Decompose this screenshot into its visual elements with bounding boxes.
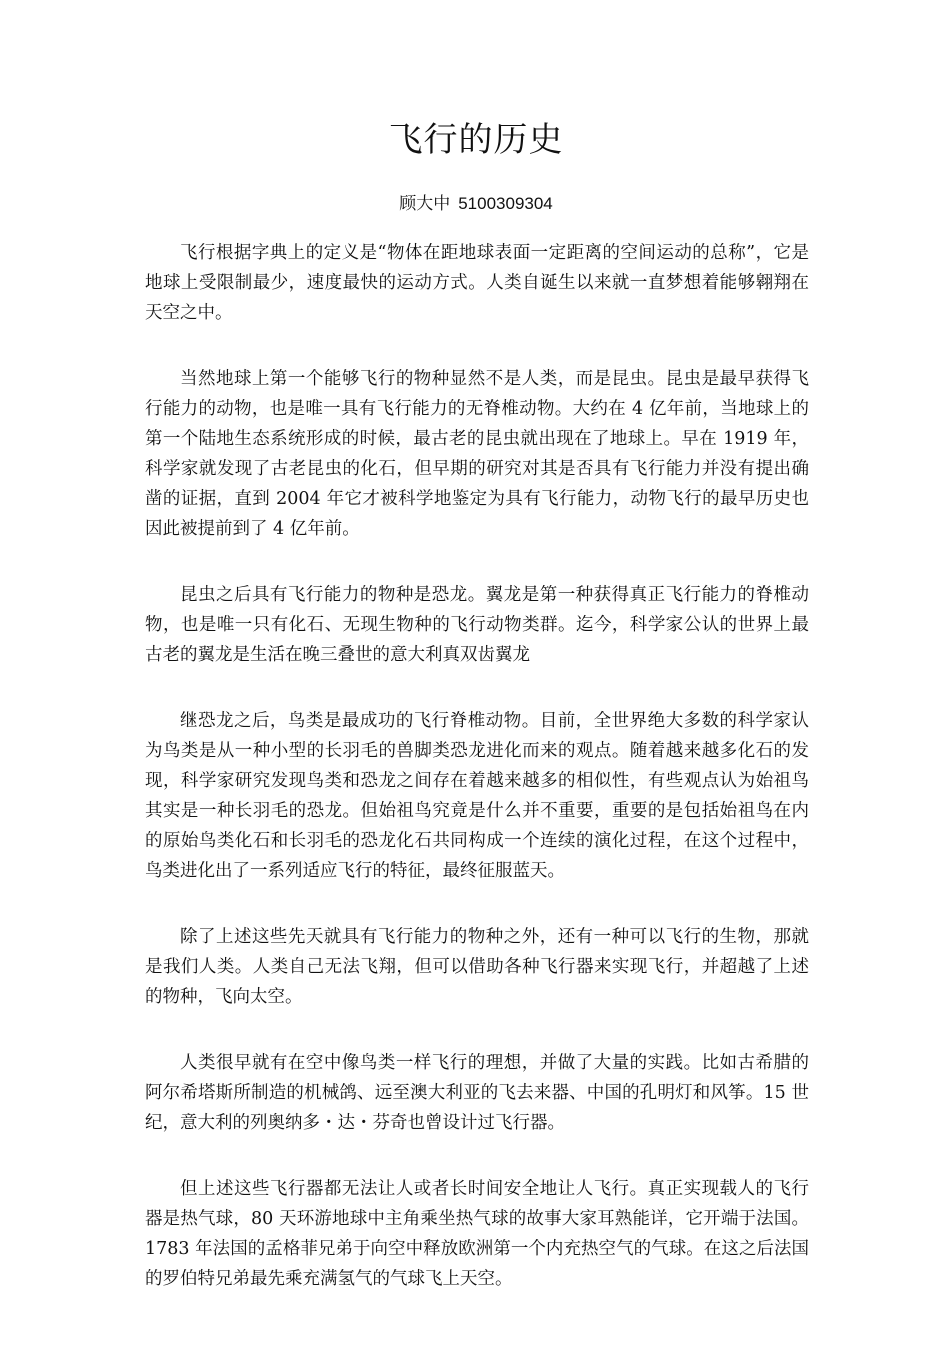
paragraph: 飞行根据字典上的定义是“物体在距地球表面一定距离的空间运动的总称”，它是地球上受限制最少，速度最快的运动方式。人类自诞生以来就一直梦想着能够翱翔在天空之中。 xyxy=(145,243,809,323)
student-id: 5100309304 xyxy=(458,194,553,213)
document-body xyxy=(145,238,809,1330)
document-title: 飞行的历史 xyxy=(388,120,564,160)
author-line xyxy=(0,192,952,216)
paragraph: 人类很早就有在空中像鸟类一样飞行的理想，并做了大量的实践。比如古希腊的阿尔希塔斯所制造的机械鸽、远至澳大利亚的飞去来器、中国的孔明灯和风筝。15 世纪，意大利的列奥纳多・达・芬奇也曾设计过飞行器。 xyxy=(145,1053,809,1133)
author-name: 顾大中 xyxy=(399,194,451,214)
paragraph: 除了上述这些先天就具有飞行能力的物种之外，还有一种可以飞行的生物，那就是我们人类。人类自己无法飞翔，但可以借助各种飞行器来实现飞行，并超越了上述的物种，飞向太空。 xyxy=(145,927,809,1007)
paragraph: 继恐龙之后，鸟类是最成功的飞行脊椎动物。目前，全世界绝大多数的科学家认为鸟类是从一种小型的长羽毛的兽脚类恐龙进化而来的观点。随着越来越多化石的发现，科学家研究发现鸟类和恐龙之间存在着越来越多的相似性，有些观点认为始祖鸟其实是一种长羽毛的恐龙。但始祖鸟究竟是什么并不重要，重要的是包括始祖鸟在内的原始鸟类化石和长羽毛的恐龙化石共同构成一个连续的演化过程，在这个过程中，鸟类进化出了一系列适应飞行的特征，最终征服蓝天。 xyxy=(145,711,809,881)
paragraph: 但上述这些飞行器都无法让人或者长时间安全地让人飞行。真正实现载人的飞行器是热气球，80 天环游地球中主角乘坐热气球的故事大家耳熟能详，它开端于法国。1783 年法国的孟格菲兄弟于向空中释放欧洲第一个内充热空气的气球。在这之后法国的罗伯特兄弟最先乘充满氢气的气球飞上天空。 xyxy=(145,1179,809,1289)
paragraph: 昆虫之后具有飞行能力的物种是恐龙。翼龙是第一种获得真正飞行能力的脊椎动物，也是唯一只有化石、无现生物种的飞行动物类群。迄今，科学家公认的世界上最古老的翼龙是生活在晚三叠世的意大利真双齿翼龙 xyxy=(145,585,809,665)
paragraph: 当然地球上第一个能够飞行的物种显然不是人类，而是昆虫。昆虫是最早获得飞行能力的动物，也是唯一具有飞行能力的无脊椎动物。大约在 4 亿年前，当地球上的第一个陆地生态系统形成的时候，最古老的昆虫就出现在了地球上。早在 1919 年，科学家就发现了古老昆虫的化石，但早期的研究对其是否具有飞行能力并没有提出确凿的证据，直到 2004 年它才被科学地鉴定为具有飞行能力，动物飞行的最早历史也因此被提前到了 4 亿年前。 xyxy=(145,369,809,539)
